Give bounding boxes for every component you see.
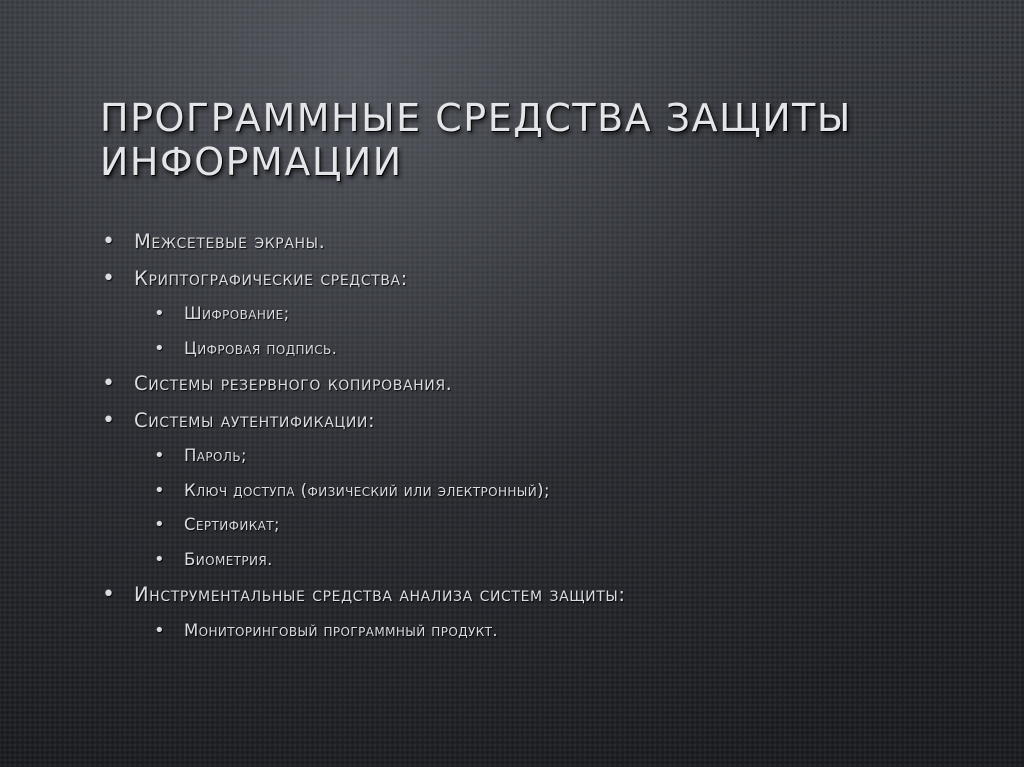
bullet-icon: • [154, 619, 166, 641]
list-item [100, 261, 980, 298]
list-item [100, 403, 980, 440]
sub-list-item-text: Мониторинговый программный продукт. [184, 620, 498, 640]
bullet-icon: • [102, 371, 116, 396]
bullet-icon: • [154, 337, 166, 359]
list-item [100, 577, 980, 614]
list-item-text: Межсетевые экраны. [134, 230, 326, 253]
list-item [100, 224, 980, 261]
list-item-text: Криптографические средства: [134, 266, 408, 290]
bullet-icon: • [102, 582, 116, 607]
sub-list-item [100, 474, 980, 509]
sub-list-item-text: Шифрование; [184, 304, 290, 323]
list-item-text: Системы резервного копирования. [134, 372, 453, 395]
bullet-icon: • [154, 479, 166, 501]
bullet-icon: • [154, 445, 166, 466]
list-item-text: Инструментальные средства анализа систем защиты: [134, 583, 626, 606]
sub-list-item [100, 439, 980, 474]
sub-list-item [100, 543, 980, 578]
list-item [100, 366, 980, 403]
bullet-icon: • [154, 303, 166, 324]
bullet-icon: • [102, 229, 116, 254]
sub-list-item [100, 614, 980, 649]
sub-list-item [100, 297, 980, 332]
sub-list-item-text: Пароль; [184, 446, 247, 465]
sub-list-item [100, 332, 980, 367]
sub-list-item-text: Сертификат; [184, 515, 280, 534]
sub-list-item-text: Ключ доступа (физический или электронный); [184, 480, 550, 500]
bullet-list [100, 224, 980, 648]
sub-list-item-text: Биометрия. [184, 549, 273, 569]
bullet-icon: • [102, 265, 116, 291]
slide-title: ПРОГРАММНЫЕ СРЕДСТВА ЗАЩИТЫ ИНФОРМАЦИИ [100, 96, 852, 184]
bullet-icon: • [102, 407, 116, 433]
list-item-text: Системы аутентификации: [134, 408, 376, 432]
bullet-icon: • [154, 548, 166, 570]
bullet-icon: • [154, 514, 166, 535]
sub-list-item [100, 508, 980, 543]
sub-list-item-text: Цифровая подпись. [184, 338, 338, 358]
